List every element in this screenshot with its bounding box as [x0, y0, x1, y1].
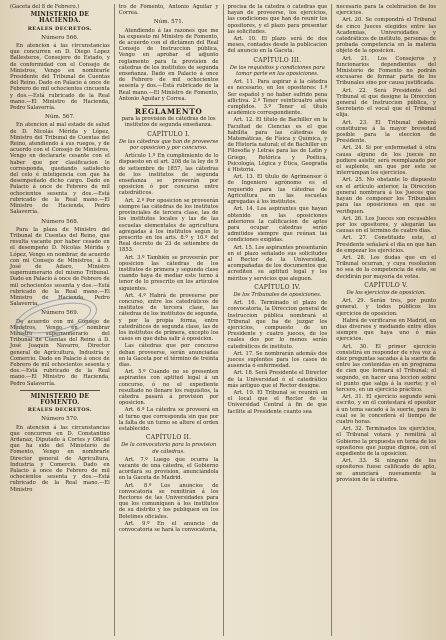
column-4: [332, 4, 440, 636]
running-head: (Gaceta del 8 de Febrero.): [10, 4, 80, 10]
article: Art. 29. Serán tres, por punto general, y todos públicos los ejercicios de oposicion.: [336, 298, 436, 317]
article: Art. 2.º Por oposicion se proveerán siempre las cátedras de los institutos provinciales de tercera clase, las de los institutos locales y las de las escuelas elementales de agricultura agregadas á los institutos segun lo prescrito en los arts. 8.º y 10.º del Real decreto de 23 de setiembre de 1853.: [118, 197, 219, 254]
decree-text: Atendiendo á las razones que me ha expuesto mi Ministro de Fomento, de acuerdo con el dictámen del Real Consejo de Instruccion pública, Vengo en aprobar el adjunto reglamento para la provision de cátedras de los institutos de segunda enseñanza. Dado en Palacio á once de Febrero de mil ochocientos sesenta y dos.—Está rubricado de la Real mano.—El Ministro de Fomento, Antonio Aguilar y Correa.: [118, 27, 219, 102]
decree-number: Número 570.: [41, 416, 79, 423]
decree-text: En atencion al mal estado de salud de D. Nicolás Mérida y López, Ministro del Tribunal de Cuentas del Reino, atendiendo á sus ruegos, y de acuerdo con el Consejo de Ministros, Vengo en declararle cesante con el haber que por clasificacion le corresponda, quedando satisfecho del celo é inteligencia con que ha desempeñado dicho cargo. Dado en Palacio á once de Febrero de mil ochocientos sesenta y dos.—Está rubricado de la Real mano.—El Ministro de Hacienda, Pedro Salaverría.: [10, 122, 110, 216]
article: Art. 30. El primer ejercicio consistirá en responder de viva voz á diez preguntas sacadas á la suerte de entre las contenidas en un programa de cien que formará el Tribunal; el segundo, en hacer una leccion sobre el punto que salga á la suerte; y el tercero, en un ejercicio práctico.: [336, 343, 436, 393]
chapter-heading: CAPÍTULO IV.: [254, 283, 301, 291]
chapter-heading: CAPÍTULO II.: [145, 434, 192, 442]
article: Habrá de verificarse en Madrid, en dias diversos y mediando entre ellos siempre que haya uno ó más ejercicios.: [336, 317, 436, 343]
article: Las cátedras que por concurso deban proveerse, serán anunciadas en la Gaceta por el término de treinta dias.: [118, 343, 219, 368]
reglamento-title: REGLAMENTO: [134, 107, 203, 117]
decree-text: De acuerdo con mi Consejo de Ministros, Vengo en nombrar Ministro supernumerario del Tribunal de Cuentas del Reino á D. José Joaquin Navarro, Director general de Agricultura, Industria y Comercio. Dado en Palacio á once de Febrero de mil ochocientos sesenta y dos.—Está rubricado de la Real mano.—El Ministro de Hacienda, Pedro Salaverría.: [10, 318, 110, 387]
ministry-hacienda-heading: MINISTERIO DE HACIENDA.: [30, 11, 90, 25]
decree-number: Núm. 567.: [44, 114, 75, 121]
article: Art. 23. El Tribunal deberá constituirse á la mayor brevedad posible para la eleccion de Presidente.: [336, 119, 436, 145]
article: Art. 24. Si por enfermedad ú otra causa alguno de los jueces no pudiere asistir, será reemplazado por el suplente, sin que por esto se interrumpan los ejercicios.: [336, 145, 436, 177]
decree-text: Para la plaza de Ministro del Tribunal de Cuentas del Reino, que resulta vacante por haber cesado en el desempeño D. Nicolás Mérida y López, Vengo en nombrar, de acuerdo con mi Consejo de Ministros, á D. José de Adaro, Ministro supernumerario del mismo Tribunal. Dado en Palacio á once de Febrero de mil ochocientos sesenta y dos.—Está rubricado de la Real mano.—El Ministro de Hacienda, Pedro Salaverría.: [10, 226, 110, 308]
article: Art. 3.º También se proveerán por oposicion las cátedras de los institutos de primera y segunda clase cuando haya de mediar este turno á tenor de lo prescrito en los artículos siguientes.: [118, 254, 219, 292]
column-2: [115, 4, 224, 636]
article: Art. 25. No obstante lo dispuesto en el artículo anterior, la Direccion general nombrará á los Jueces que hayan de componer los Tribunales para las oposiciones en que se verifiquen.: [336, 177, 436, 215]
article: Art. 17. Se nombrarán además dos jueces suplentes para los casos de ausencia ó enfermedad.: [227, 350, 328, 370]
reales-decretos-heading: REALES DECRETOS.: [27, 25, 93, 32]
chapter-subtitle: De las cátedras que han de proveerse por oposicion y por concurso.: [118, 138, 219, 152]
decree-text: En atencion á las circunstancias que concurren en D. Constantino Ardanaz, Diputado á Cortes y Oficial que ha sido del Ministerio de Fomento, Vengo en nombrarle Director general de Agricultura, Industria y Comercio. Dado en Palacio á once de Febrero de mil ochocientos sesenta y dos.—Está rubricado de la Real mano.—El Ministro: [10, 424, 110, 493]
article: Art. 6.º La cátedra se proveerá en el turno que corresponda sin que por la falta de un turno se altere el orden establecido.: [118, 407, 219, 432]
article: Art. 9.º En el anuncio de convocatoria se hará la convocatoria,: [118, 520, 219, 534]
chapter-heading: CAPÍTULO III.: [253, 56, 302, 64]
chapter-subtitle: De los ejercicios de oposicion.: [346, 289, 426, 296]
column-3: [224, 4, 333, 636]
divider: [143, 105, 195, 106]
article: Art. 15. Los aspirantes presentarán en el plazo señalado sus solicitudes al Rector de la Universidad, acompañadas de los documentos que acrediten su aptitud legal y los méritos y servicios que aleguen.: [227, 244, 328, 282]
ministry-fomento-heading: MINISTERIO DE FOMENTO.: [30, 392, 90, 406]
article: Art. 20. Se compondrá el Tribunal de cinco Jueces elegidos entre las Academias, Universidades y catedráticos de instituto, personas de probada competencia en la materia objeto de la oposicion.: [336, 17, 436, 55]
article: Art. 21. Los Consejeros y funcionarios dependientes del Ministerio de Fomento no podrán excusarse de formar parte de los Tribunales sino por causa justificada.: [336, 55, 436, 87]
article: Artículo 1.º En cumplimiento de lo dispuesto en el art. 208 de la ley de 9 de setiembre de 1857, las cátedras de los institutos de segunda enseñanza se proveerán por oposicion ó por concurso entre catedráticos.: [118, 153, 219, 197]
article: Art. 18. Será Presidente el Director de la Universidad ó el catedrático más antiguo que el Rector designe.: [227, 370, 328, 389]
chapter-subtitle: De los requisitos y condiciones para tomar parte en las oposiciones.: [229, 64, 325, 78]
decree-number: Núm. 571.: [153, 19, 184, 26]
article: Art. 12. El título de Bachiller en la Facultad de Ciencias es el que habilita para las cátedras de Matemáticas, de Física y Química, y de Historia natural; el de Bachiller en Filosofía y Letras para las de Latin y Griego, Retórica y Poética, Psicología, Lógica y Ética, Geografía é Historia.: [227, 117, 328, 174]
article: Art. 5.º Cuando no se presenten aspirantes con aptitud legal á un concurso, ó no el expediente resultado no llenare los requisitos, la cátedra pasará á provision por oposicion.: [118, 369, 219, 407]
article: Art. 13. El título de Agrimensor ó de Ingeniero agrónomo es el requerido para las cátedras de Agricultura en las escuelas agregadas á los institutos.: [227, 174, 328, 206]
article: Art. 8.º Los anuncios de convocatoria se remitirán á los Rectores de las Universidades para que los comuniquen á los institutos de su distrito y los publiquen en los Boletines oficiales.: [118, 482, 219, 520]
article: Art. 32. Terminados los ejercicios, el Tribunal votará y remitirá al Gobierno la propuesta en terna de los opositores que juzgue dignos, con el expediente de la oposicion.: [336, 426, 436, 458]
chapter-subtitle: De los Tribunales de oposiciones.: [233, 291, 322, 298]
decree-number: Número 566.: [41, 34, 79, 41]
article: Art. 27. Constituido este, el Presidente señalará el dia en que han de empezar los ejercicios.: [336, 235, 436, 254]
continuation-text: precisa de la cátedra ó cátedras que hayan de proveerse, los ejercicios, las condiciones que han de reunir los opositores, y el plazo para presentar las solicitudes.: [227, 4, 328, 35]
article: Art. 19. El Tribunal se reunirá en el local que el Rector de la Universidad Central á fin de que facilite al Presidente cuanto sea: [227, 389, 328, 415]
chapter-heading: CAPÍTULO I.: [147, 130, 191, 138]
article: Art. 31. El ejercicio segundo será escrito, y en él contestará el opositor á un tema sacado á la suerte, para lo cual se le concederá el tiempo de cuatro horas.: [336, 394, 436, 425]
reglamento-subtitle: para la provision de cátedras de los institutos de segunda enseñanza.: [121, 116, 216, 129]
article: Art. 33. Si ninguno de los opositores fuese calificado de apto, se anunciará nuevamente la provision de la cátedra.: [336, 458, 436, 483]
decree-number: Número 568.: [41, 218, 79, 225]
chapter-subtitle: De la convocatoria para la provision de cátedras.: [121, 442, 217, 455]
article: Art. 26. Los Jueces son recusables por los opositores, y alegarán las causas en el término de cuatro dias.: [336, 215, 436, 235]
article: Art. 4.º Habrá de proveerse por concurso, entre los catedráticos de institutos de tercera clase, las cátedras de los institutos de segunda, y por la propia forma, entre catedráticos de segunda clase, las de los institutos de primera, excepto los casos en que deba salir á oposicion.: [118, 292, 219, 343]
decree-number: Número 569.: [41, 310, 79, 317]
section-divider: [20, 390, 100, 391]
article: Art. 11. Para aspirar á la cátedra es necesario, en los opositores: 1.º Ser español y no haber sufrido pena aflictiva. 2.º Tener veinticuatro años cumplidos. 3.º Tener el título académico correspondiente.: [227, 79, 328, 117]
reales-decretos-heading: REALES DECRETOS.: [27, 407, 93, 414]
continuation-text: tro de Fomento, Antonio Aguilar y Correa.: [118, 4, 219, 17]
article: Art. 28. Los dudas que en el Tribunal ocurran, y cuya resolucion no sea de la competencia de este, se decidirán por mayoría de votos.: [336, 254, 436, 280]
article: Art. 7.º Luego que ocurra la vacante de una cátedra, el Gobierno acordará su provision, anunciándola en la Gaceta de Madrid.: [118, 456, 219, 482]
article: Art. 10. El plazo será de dos meses, contados desde la publicacion del anuncio en la Gaceta.: [227, 36, 328, 55]
article: Art. 16. Terminado el plazo de convocatoria, la Direccion general de Instruccion pública nombrará el Tribunal que ha de juzgar los ejercicios, compuesto de un Presidente y cuatro jueces, de los cuales dos por lo menos serán catedráticos de instituto.: [227, 300, 328, 350]
article: Art. 22. Será Presidente del Tribunal el que designe la Direccion general de Instruccion pública, y Secretario el vocal que el Tribunal elija.: [336, 87, 436, 119]
chapter-heading: CAPÍTULO V.: [364, 281, 408, 289]
article: Art. 14. Los aspirantes que hayan obtenido en las oposiciones anteriores la calificacion de aptos para ocupar cátedras serán admitidos siempre que reúnan las condiciones exigidas.: [227, 206, 328, 244]
continuation-text: necesario para la celebracion de los ejercicios.: [336, 4, 436, 17]
decree-text: En atencion á las circunstancias que concurren en D. Diego Lopez Ballesteros, Consejero de Estado, y de conformidad con el Consejo de Ministros, Vengo en nombrarle Presidente del Tribunal de Cuentas del Reino. Dado en Palacio á once de Febrero de mil ochocientos cincuenta y dos.—Está rubricado de la Real mano.—El Ministro de Hacienda, Pedro Salaverría.: [10, 43, 110, 112]
